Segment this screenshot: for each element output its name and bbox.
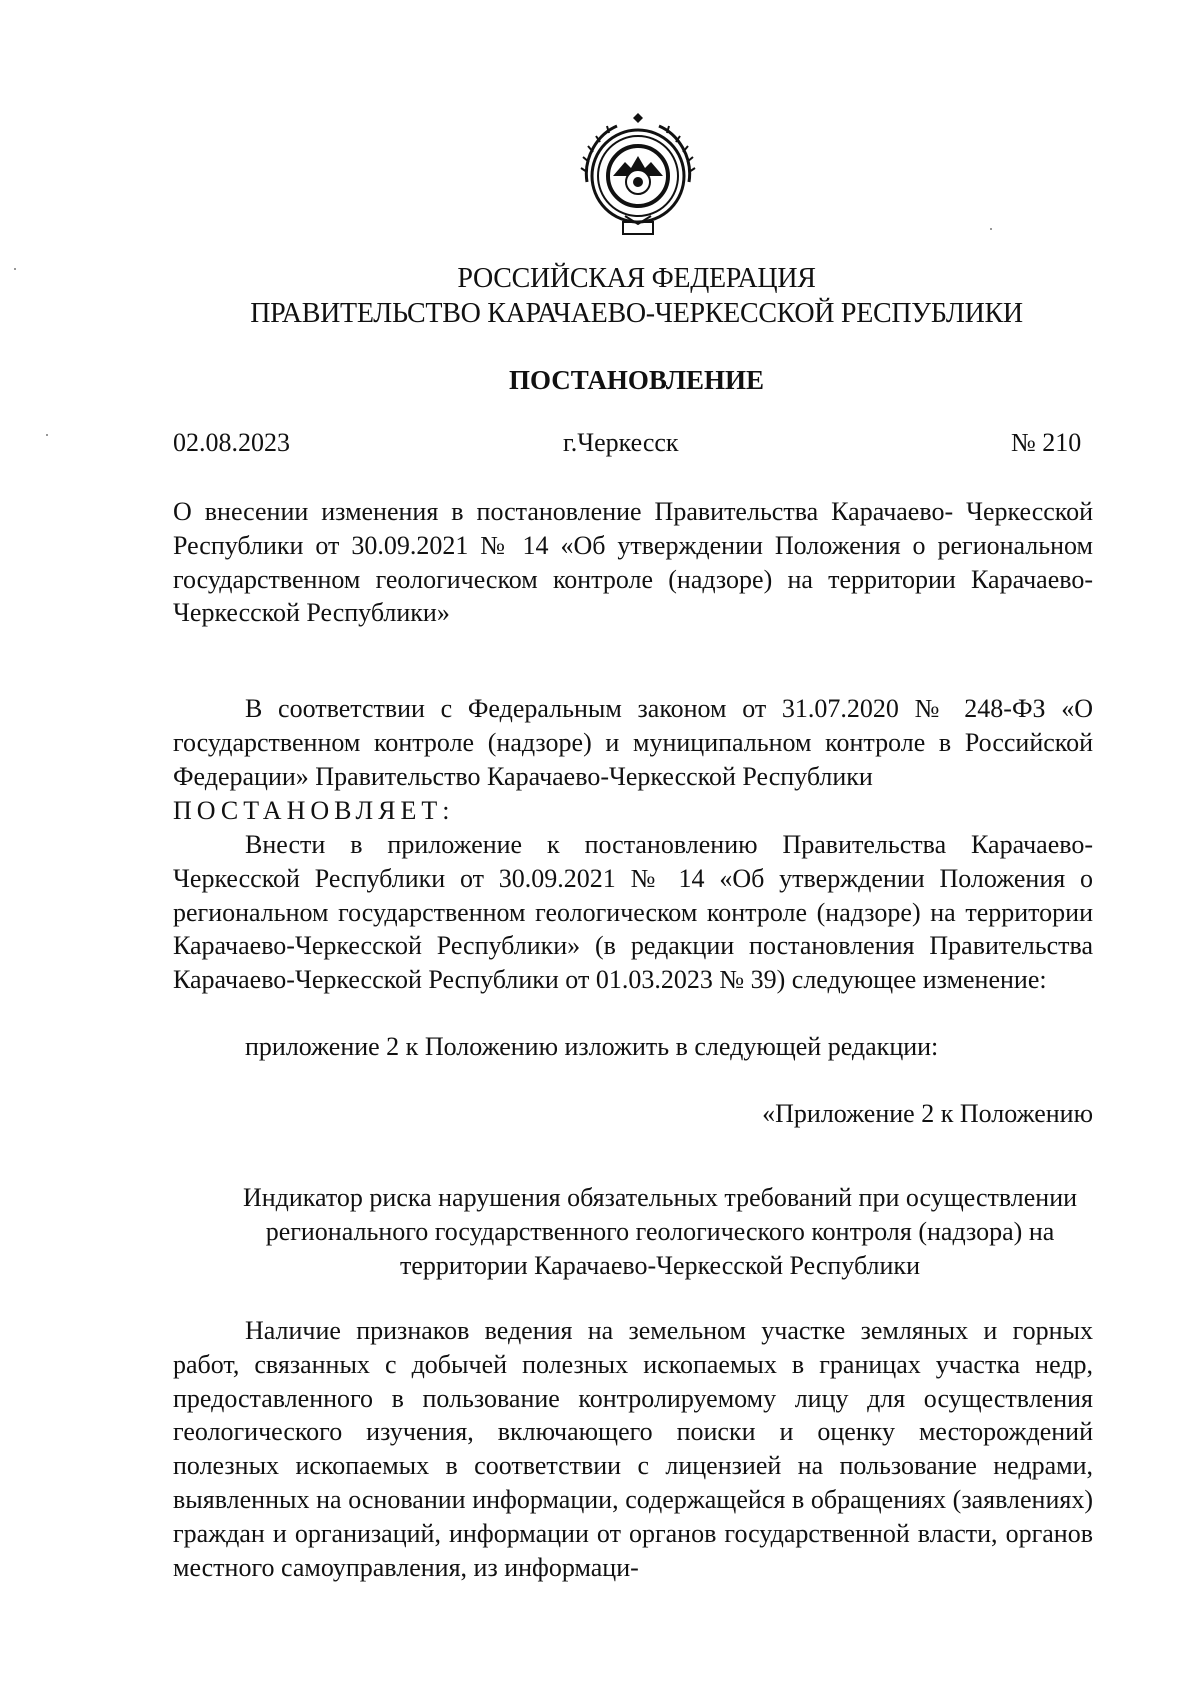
scan-speck [14, 268, 16, 270]
appendix-title: Индикатор риска нарушения обязательных требований при осуществлении регионального государственного геологического контроля (надзора) на территории Карачаево-Черкесской Республики [242, 1183, 1078, 1280]
header-government: ПРАВИТЕЛЬСТВО КАРАЧАЕВО-ЧЕРКЕССКОЙ РЕСПУБЛИКИ [250, 298, 1023, 329]
resolves-word: ПОСТАНОВЛЯЕТ: [173, 796, 455, 825]
coat-of-arms-emblem [573, 112, 703, 240]
clause-paragraph: Внести в приложение к постановлению Правительства Карачаево-Черкесской Республики от 30.09.2021 № 14 «Об утверждении Положения о региональном государственном геологическом контроле (надзоре) на территории Карачаево-Черкесской Республики» (в редакции постановления Правительства Карачаево-Черкесской Республики от 01.03.2023 № 39) следующее изменение: [173, 830, 1093, 995]
scan-speck [46, 434, 48, 436]
document-date: 02.08.2023 [173, 428, 290, 457]
appendix-reference: «Приложение 2 к Положению [762, 1099, 1093, 1128]
scan-speck [990, 228, 992, 230]
appendix-body-text: Наличие признаков ведения на земельном участке земляных и горных работ, связанных с добычей полезных ископаемых в границах участка недр, предоставленного в пользование контролируемому лицу для осуществления геологического изучения, включающего поиски и оценку месторождений полезных ископаемых в соответствии с лицензией на пользование недрами, выявленных на основании информации, содержащейся в обращениях (заявлениях) граждан и организаций, информации от органов государственной власти, органов местного самоуправления, из информаци- [173, 1316, 1093, 1582]
header-country: РОССИЙСКАЯ ФЕДЕРАЦИЯ [457, 263, 816, 294]
document-number: № 210 [1011, 428, 1082, 457]
preamble-paragraph: В соответствии с Федеральным законом от 31.07.2020 № 248-ФЗ «О государственном контроле (надзоре) и муниципальном контроле в Российской Федерации» Правительство Карачаево-Черкесской Республики [173, 694, 1093, 791]
document-type-title: ПОСТАНОВЛЕНИЕ [508, 365, 765, 395]
clause-instruction: приложение 2 к Положению изложить в следующей редакции: [245, 1032, 939, 1061]
document-subject: О внесении изменения в постановление Правительства Карачаево- Черкесской Республики от 30.09.2021 № 14 «Об утверждении Положения о региональном государственном геологическом контроле (надзоре) на территории Карачаево-Черкесской Республики» [173, 497, 1093, 628]
document-city: г.Черкесск [563, 428, 679, 457]
